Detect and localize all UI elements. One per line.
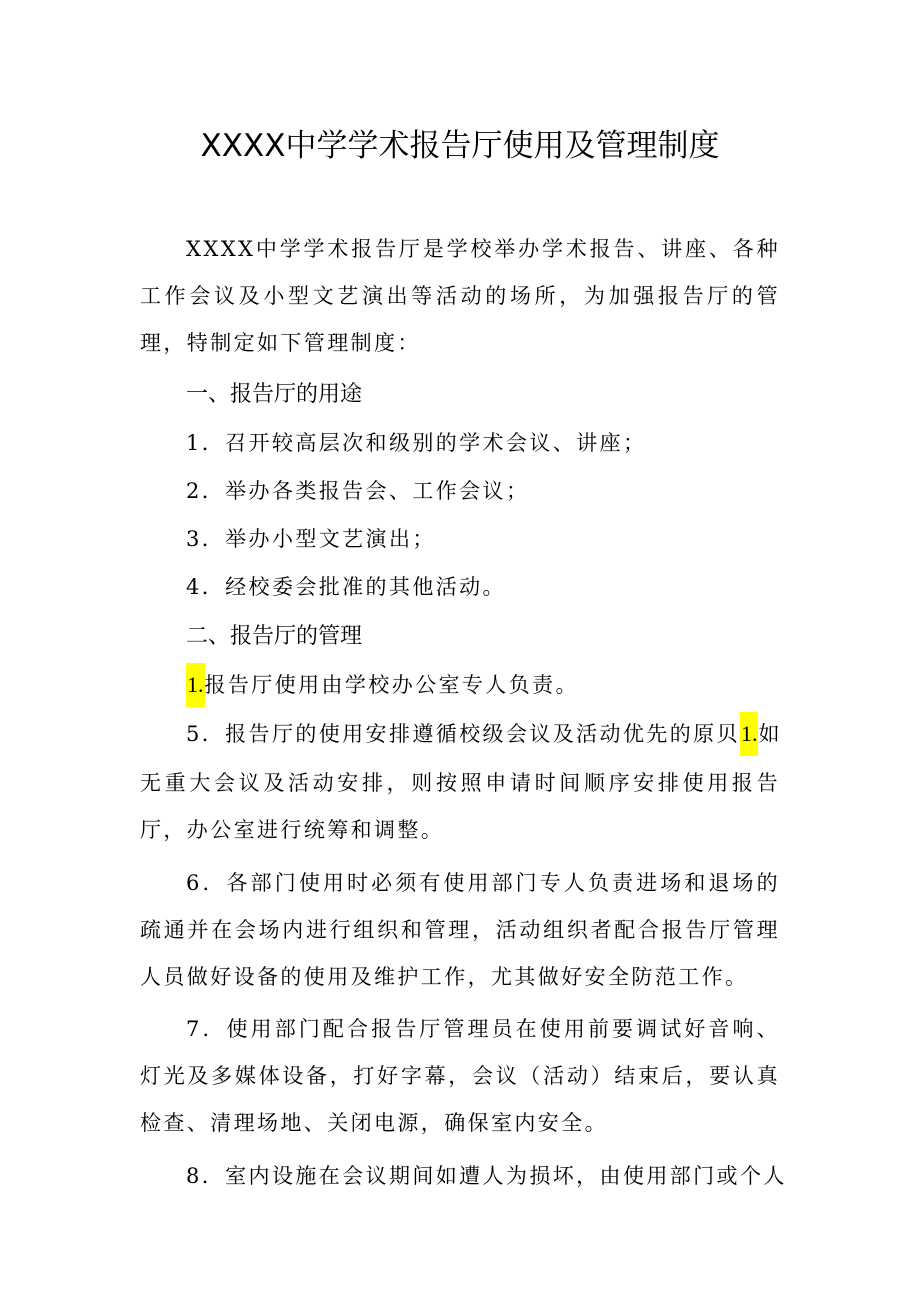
- section1-item-2: 2．举办各类报告会、工作会议；: [186, 479, 530, 503]
- section2-item-1-text: 报告厅使用由学校办公室专人负责。: [204, 673, 579, 697]
- section2-item-1: [186, 662, 579, 709]
- intro-paragraph: XXXX中学学术报告厅是学校举办学术报告、讲座、各种工作会议及小型文艺演出等活动的场所，为加强报告厅的管理，特制定如下管理制度：: [140, 237, 780, 355]
- document-title: XXXX中学学术报告厅使用及管理制度: [200, 128, 720, 164]
- section1-heading: 一、报告厅的用途: [186, 382, 363, 407]
- section2-item-6: 6．各部门使用时必须有使用部门专人负责进场和退场的疏通并在会场内进行组织和管理，活动组织者配合报告厅管理人员做好设备的使用及维护工作，尤其做好安全防范工作。: [140, 871, 780, 989]
- section2-item-5-rest: 无重大会议及活动安排，则按照申请时间顺序安排使用报告厅，办公室进行统筹和调整。: [140, 771, 780, 842]
- section2-item-8: 8．室内设施在会议期间如遭人为损坏，由使用部门或个人: [186, 1164, 787, 1188]
- highlighted-number: 1.: [186, 663, 205, 707]
- section1-item-3: 3．举办小型文艺演出；: [186, 527, 436, 551]
- section2-item-5-lead: 5．报告厅的使用安排遵循校级会议及活动优先的原贝: [186, 722, 740, 746]
- section2-item-7: 7．使用部门配合报告厅管理员在使用前要调试好音响、灯光及多媒体设备，打好字幕，会议（活动）结束后，要认真检查、清理场地、关闭电源，确保室内安全。: [140, 1017, 780, 1135]
- section2-item-5-tail: 如: [758, 722, 782, 746]
- section1-item-1: 1．召开较高层次和级别的学术会议、讲座；: [186, 431, 647, 455]
- section2-heading: 二、报告厅的管理: [186, 624, 363, 649]
- highlighted-marker: 1.: [740, 712, 759, 756]
- section1-item-4: 4．经校委会批准的其他活动。: [186, 575, 506, 599]
- section2-item-5-first-line: [186, 711, 782, 758]
